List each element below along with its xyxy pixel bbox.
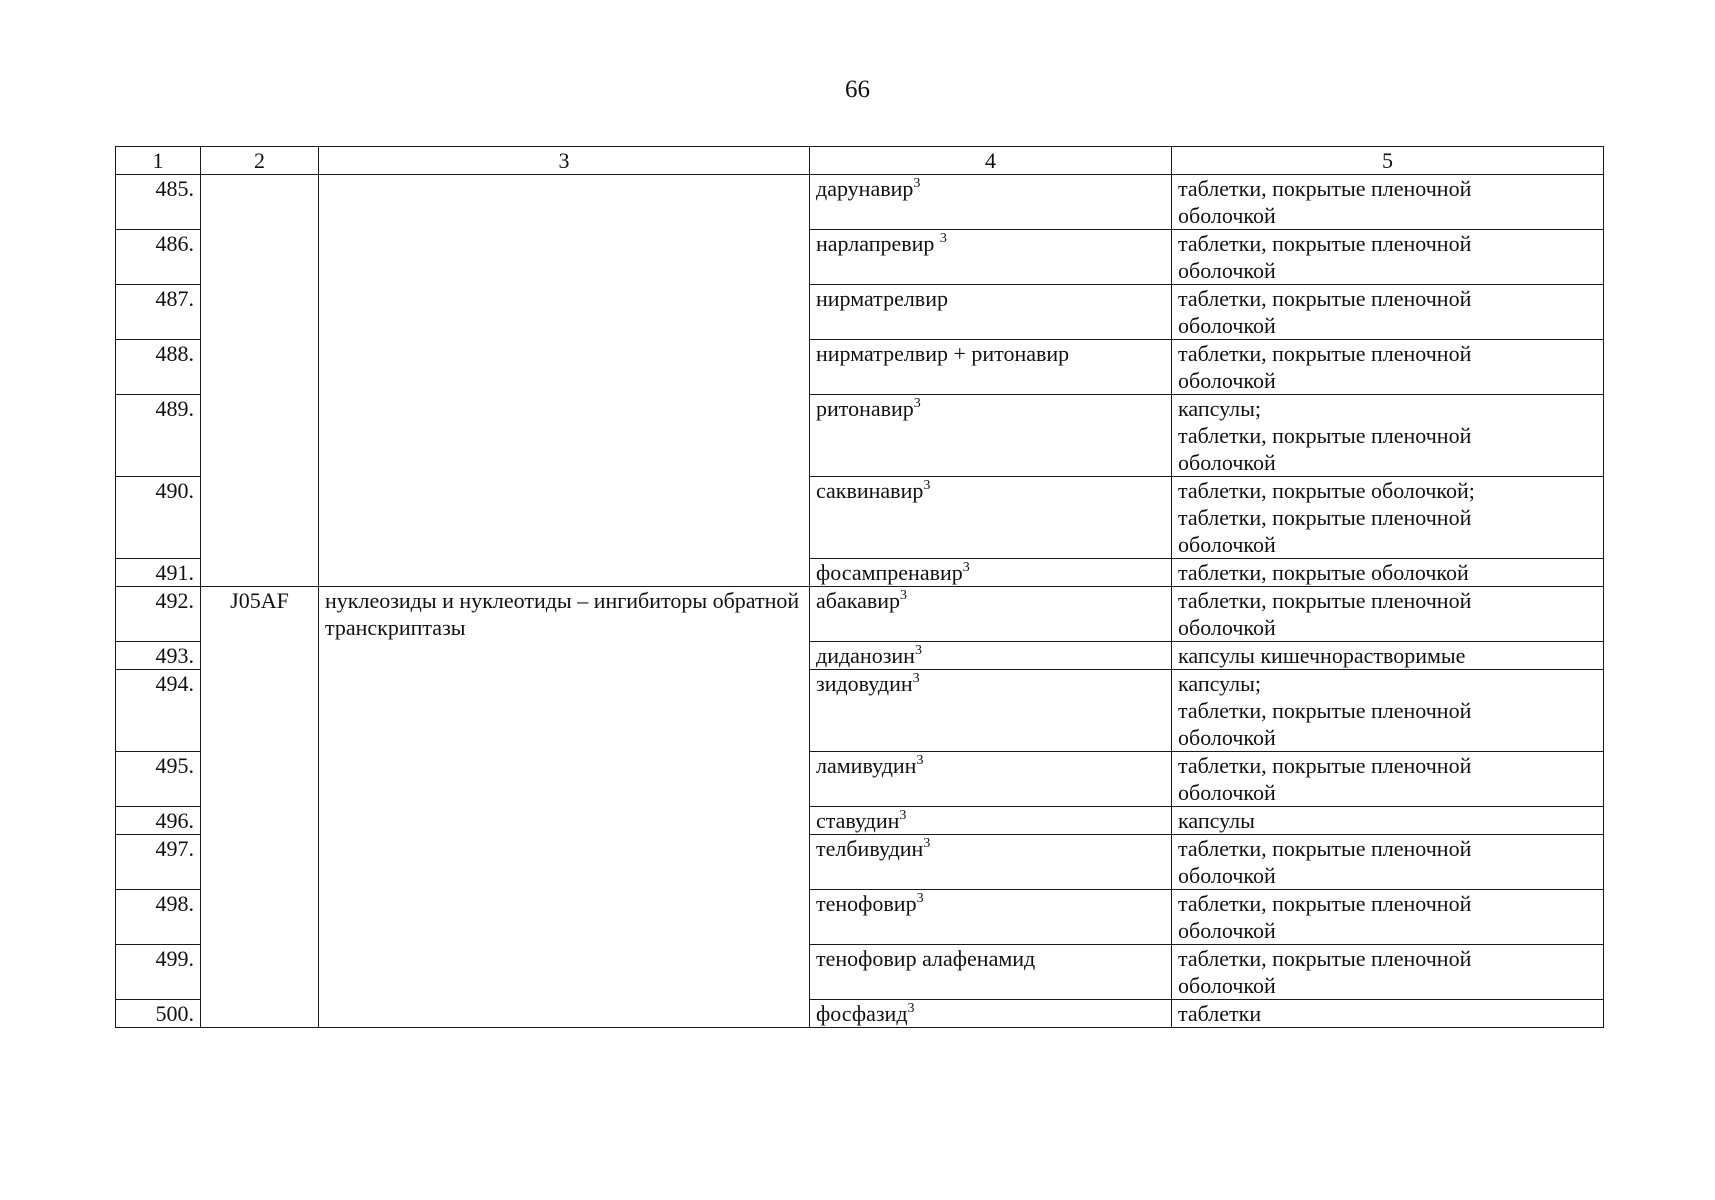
dosage-form-line: таблетки, покрытые пленочной [1178,836,1472,861]
drug-name: фосампренавир [816,560,963,585]
dosage-forms [1172,835,1604,890]
dosage-form-line: капсулы кишечнорастворимые [1178,643,1466,668]
dosage-form-line: таблетки, покрытые пленочной [1178,176,1472,201]
column-header: 3 [319,147,810,175]
drug-name: ставудин [816,808,900,833]
drug-name: абакавир [816,588,901,613]
dosage-form-line: оболочкой [1178,973,1276,998]
dosage-form-line: таблетки, покрытые пленочной [1178,231,1472,256]
dosage-forms [1172,890,1604,945]
drug-table [115,146,1604,1028]
footnote-mark: 3 [913,175,921,191]
dosage-form-line: таблетки, покрытые пленочной [1178,286,1472,311]
dosage-form-line: таблетки, покрытые пленочной [1178,891,1472,916]
atc-code [201,175,319,587]
footnote-mark: 3 [923,477,931,493]
footnote-mark: 3 [916,752,924,768]
dosage-form-line: оболочкой [1178,615,1276,640]
drug-name: ритонавир [816,396,914,421]
dosage-form-line: таблетки, покрытые пленочной [1178,698,1472,723]
drug-cell [810,890,1172,945]
drug-cell [810,1000,1172,1028]
dosage-form-line: оболочкой [1178,863,1276,888]
row-number: 499. [116,945,201,1000]
drug-cell [810,945,1172,1000]
row-number: 485. [116,175,201,230]
dosage-forms [1172,395,1604,477]
page-number: 66 [845,76,870,103]
drug-name: нирматрелвир + ритонавир [816,341,1070,366]
drug-cell [810,175,1172,230]
drug-cell [810,642,1172,670]
dosage-form-line: таблетки, покрытые пленочной [1178,423,1472,448]
group-name: нуклеозиды и нуклеотиды – ингибиторы обратной транскриптазы [319,587,810,1028]
atc-code: J05AF [201,587,319,1028]
dosage-form-line: оболочкой [1178,313,1276,338]
dosage-form-line: капсулы [1178,808,1255,833]
dosage-form-line: оболочкой [1178,258,1276,283]
dosage-forms [1172,642,1604,670]
column-header: 4 [810,147,1172,175]
footnote-mark: 3 [916,890,924,906]
drug-cell [810,477,1172,559]
header-row [116,147,1604,175]
footnote-mark: 3 [900,587,908,603]
drug-name: ламивудин [816,753,917,778]
footnote-mark: 3 [923,835,931,851]
row-number: 496. [116,807,201,835]
dosage-form-line: таблетки, покрытые пленочной [1178,753,1472,778]
dosage-forms [1172,945,1604,1000]
dosage-form-line: оболочкой [1178,450,1276,475]
drug-cell [810,587,1172,642]
dosage-form-line: капсулы; [1178,396,1261,421]
dosage-form-line: оболочкой [1178,918,1276,943]
dosage-form-line: таблетки, покрытые оболочкой; [1178,478,1475,503]
dosage-forms [1172,559,1604,587]
row-number: 488. [116,340,201,395]
footnote-mark: 3 [939,230,947,246]
footnote-mark: 3 [913,395,921,411]
dosage-form-line: таблетки, покрытые пленочной [1178,341,1472,366]
dosage-form-line: таблетки [1178,1001,1262,1026]
drug-cell [810,285,1172,340]
dosage-form-line: оболочкой [1178,725,1276,750]
dosage-form-line: таблетки, покрытые пленочной [1178,505,1472,530]
dosage-forms [1172,752,1604,807]
drug-name: телбивудин [816,836,924,861]
drug-name: тенофовир алафенамид [816,946,1036,971]
table-row [116,175,1604,230]
drug-cell [810,670,1172,752]
dosage-form-line: таблетки, покрытые пленочной [1178,588,1472,613]
dosage-form-line: капсулы; [1178,671,1261,696]
row-number: 489. [116,395,201,477]
row-number: 487. [116,285,201,340]
dosage-form-line: таблетки, покрытые пленочной [1178,946,1472,971]
dosage-forms [1172,670,1604,752]
drug-name: нарлапревир [816,231,940,256]
footnote-mark: 3 [899,807,907,823]
drug-name: дарунавир [816,176,914,201]
dosage-forms [1172,175,1604,230]
drug-name: фосфазид [816,1001,908,1026]
dosage-form-line: оболочкой [1178,780,1276,805]
drug-cell [810,835,1172,890]
dosage-forms [1172,1000,1604,1028]
dosage-forms [1172,807,1604,835]
footnote-mark: 3 [907,1000,915,1016]
drug-cell [810,230,1172,285]
dosage-form-line: оболочкой [1178,203,1276,228]
dosage-forms [1172,587,1604,642]
drug-name: диданозин [816,643,915,668]
row-number: 500. [116,1000,201,1028]
row-number: 490. [116,477,201,559]
footnote-mark: 3 [962,559,970,575]
group-name [319,175,810,587]
row-number: 486. [116,230,201,285]
row-number: 498. [116,890,201,945]
dosage-forms [1172,285,1604,340]
row-number: 494. [116,670,201,752]
dosage-form-line: таблетки, покрытые оболочкой [1178,560,1469,585]
column-header: 5 [1172,147,1604,175]
drug-name: нирматрелвир [816,286,948,311]
table-body [116,175,1604,1028]
dosage-form-line: оболочкой [1178,368,1276,393]
drug-name: зидовудин [816,671,913,696]
dosage-forms [1172,340,1604,395]
table-row [116,587,1604,642]
footnote-mark: 3 [914,642,922,658]
drug-cell [810,807,1172,835]
row-number: 497. [116,835,201,890]
dosage-form-line: оболочкой [1178,532,1276,557]
row-number: 493. [116,642,201,670]
row-number: 491. [116,559,201,587]
column-header: 2 [201,147,319,175]
drug-cell [810,340,1172,395]
footnote-mark: 3 [912,670,920,686]
drug-cell [810,559,1172,587]
drug-name: тенофовир [816,891,917,916]
drug-cell [810,752,1172,807]
drug-cell [810,395,1172,477]
dosage-forms [1172,230,1604,285]
row-number: 492. [116,587,201,642]
row-number: 495. [116,752,201,807]
drug-name: саквинавир [816,478,924,503]
dosage-forms [1172,477,1604,559]
column-header: 1 [116,147,201,175]
